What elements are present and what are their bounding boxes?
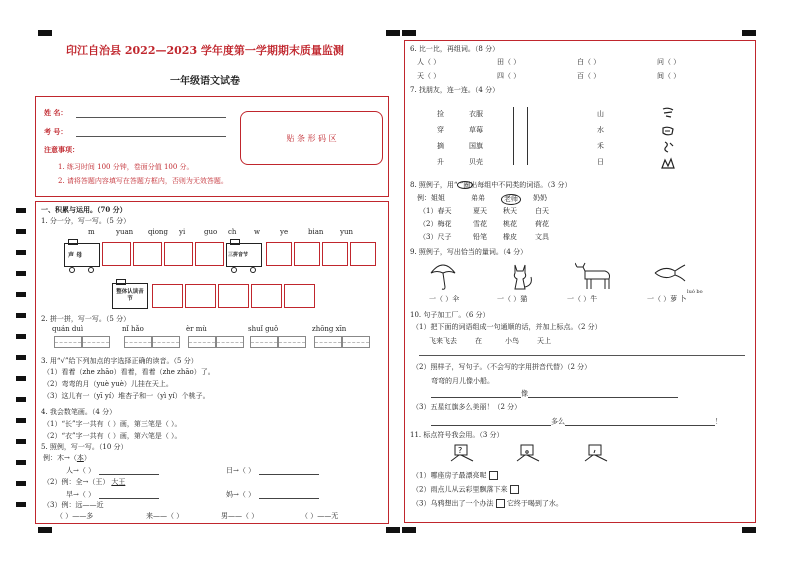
pinyin-syllable: ch [228,228,237,236]
sentence-word: 天上 [537,337,551,345]
pinyin-word: quán duì [52,325,84,333]
registration-mark [386,30,400,36]
pinyin-syllable: m [88,228,95,236]
sentence-word: 飞来飞去 [429,337,457,345]
page-subtitle: 一年级语文试卷 [170,76,240,87]
page-title: 印江自治县 2022—2023 学年度第一学期期末质量监测 [66,44,344,57]
loco-label-shengmu: 声 母 [68,252,83,259]
q5-item-ri: 日→（ ） [226,466,319,475]
cow-icon [575,261,615,291]
note-2: 2. 请将答题内容填写在答题方框内，否则为无效答题。 [58,177,228,185]
note-1: 1. 练习时间 100 分钟，卷面分值 100 分。 [58,163,194,171]
classify-word: 铅笔 [473,233,487,241]
q5-antonym-2: 来——（ ） [146,512,184,520]
pictograph-grain-icon [661,125,675,137]
writing-grid[interactable] [342,336,370,348]
registration-mark [402,30,416,36]
radish-icon [653,263,687,285]
match-character: 日 [597,158,604,166]
q5-example-2: （2）例：全→（王） 大王 [43,478,126,486]
measure-word-blank: 一（ ）猫 [497,295,528,303]
classify-word: （1）春天 [419,207,452,215]
timing-mark [16,313,26,318]
registration-mark [742,30,756,36]
q3-line-3: （3）这儿有一（yī yí）堆杏子和一（yì yí）个桃子。 [43,392,210,400]
umbrella-icon [429,261,457,291]
answer-car[interactable] [218,284,249,308]
q7-title: 7. 找朋友，连一连。（4 分） [410,86,500,94]
word-compare-item: 田（ ） [497,58,521,66]
timing-mark [16,418,26,423]
q3-line-2: （2）弯弯的月（yuè yuè）儿挂在天上。 [43,380,173,388]
example-word: 例：姐姐 [417,194,445,202]
pinyin-word: èr mù [186,325,207,333]
writing-grid[interactable] [278,336,306,348]
q5-example-1: 例：木→（本） [43,454,91,462]
pinyin-syllable: yuan [116,228,134,236]
timing-mark [16,250,26,255]
classify-word: 秋天 [503,207,517,215]
answer-car[interactable] [284,284,315,308]
classify-word: 白天 [535,207,549,215]
registration-mark [386,527,400,533]
timing-mark [16,355,26,360]
train-3 [112,279,152,313]
classify-word: 橡皮 [503,233,517,241]
q5-antonym-1: （ ）——多 [56,512,94,520]
example-word: 弟弟 [471,194,485,202]
word-compare-item: 白（ ） [577,58,601,66]
answer-car[interactable] [266,242,292,266]
q1-title: 1. 分一分，写一写。（5 分） [41,217,131,225]
writing-grid[interactable] [82,336,110,348]
q10-s1: （1）把下面的词语组成一句通顺的话，并加上标点。（2 分） [412,323,602,331]
q2-title: 2. 拼一拼，写一写。（5 分） [41,315,131,323]
measure-word-blank: 一（ ）伞 [429,295,460,303]
q10-s2-example: 弯弯的月儿像小船。 [431,377,494,385]
registration-mark [742,527,756,533]
word-compare-item: 天（ ） [417,72,441,80]
word-compare-item: 间（ ） [657,72,681,80]
word-compare-item: 百（ ） [577,72,601,80]
timing-mark [16,229,26,234]
name-field[interactable] [76,109,226,118]
q5-example-3: （3）例：远——近 [43,501,104,509]
q10-s1-answer-line[interactable] [419,355,745,356]
pictograph-sun-icon [661,107,675,119]
pinyin-syllable: yun [340,228,353,236]
sentence-word: 小鸟 [505,337,519,345]
answer-box-left [35,201,389,524]
q10-s2: （2）照样子，写句子。（不会写的字用拼音代替）（2 分） [412,363,592,371]
answer-car[interactable] [185,284,216,308]
measure-word-blank: 一（ ）萝 卜 [647,295,687,303]
classify-word: 文具 [535,233,549,241]
loco-label-zhengti: 整体认读音节 [116,289,144,302]
registration-mark [38,527,52,533]
answer-car[interactable] [322,242,348,266]
classify-word: 荷花 [535,220,549,228]
classify-word: （3）尺子 [419,233,452,241]
q11-title: 11. 标点符号我会用。（3 分） [410,431,504,439]
writing-grid[interactable] [54,336,82,348]
q4-line-1: （1）“长”字一共有（ ）画，第三笔是（ ）。 [43,420,182,428]
q8-title: 8. 照例子，用“ ”圈出每组中不同类的词语。（3 分） [410,181,572,189]
registration-mark [38,30,52,36]
barcode-area [240,111,383,165]
timing-mark [16,271,26,276]
writing-grid[interactable] [188,336,216,348]
q4-line-2: （2）“衣”字一共有（ ）画，第六笔是（ ）。 [43,432,182,440]
writing-grid[interactable] [314,336,342,348]
pinyin-word: zhōng xīn [312,325,347,333]
q10-s3-answer[interactable]: 多么 ！ [431,417,722,426]
pinyin-word: shuǐ guǒ [248,325,279,333]
example-word: 奶奶 [533,194,547,202]
loco-label-sanpin: 三拼音节 [228,252,249,258]
match-noun: 草莓 [469,126,483,134]
notes-title: 注意事项： [44,145,79,154]
q3-title: 3. 用“√”给下列加点的字选择正确的读音。（5 分） [41,357,198,365]
writing-grid[interactable] [216,336,244,348]
comma-dialog-icon [583,443,609,463]
q3-line-1: （1）看着（zhe zhāo）看着，看着（zhe zhāo）了。 [43,368,215,376]
sentence-word: 在 [475,337,482,345]
classify-word: 雪花 [473,220,487,228]
match-character: 山 [597,110,604,118]
answer-car[interactable] [294,242,320,266]
q9-ruby: luó bo [687,289,703,295]
cat-icon [509,261,535,291]
timing-mark [16,460,26,465]
word-compare-item: 问（ ） [657,58,681,66]
match-verb: 升 [437,158,444,166]
barcode-label: 贴 条 形 码 区 [286,134,337,143]
period-dialog-icon [515,443,541,463]
match-noun: 贝壳 [469,158,483,166]
train-2 [226,239,266,273]
match-verb: 捡 [437,110,444,118]
section-title: 一、积累与运用。（70 分） [41,205,127,214]
timing-mark [16,502,26,507]
answer-box-right [404,40,756,523]
timing-mark [16,292,26,297]
q5-item-ren: 人→（ ） [66,466,159,475]
word-compare-item: 人（ ） [417,58,441,66]
name-label: 姓 名： [44,108,68,117]
answer-car[interactable] [251,284,282,308]
timing-mark [16,334,26,339]
word-compare-item: 四（ ） [497,72,521,80]
measure-word-blank: 一（ ）牛 [567,295,598,303]
q5-item-zao: 早→（ ） [66,490,159,499]
q6-title: 6. 比一比，再组词。（8 分） [410,45,500,53]
match-character: 水 [597,126,604,134]
answer-square[interactable] [489,471,498,480]
pinyin-word: nǐ hǎo [122,325,144,333]
timing-mark [16,397,26,402]
student-info-box [35,96,389,197]
q11-line-2: （2）雨点儿从云彩里飘落下来 [412,485,519,494]
match-verb: 穿 [437,126,444,134]
answer-car[interactable] [152,284,183,308]
q10-s2-answer[interactable]: 像 [431,389,678,398]
pinyin-syllable: yi [179,228,186,236]
pinyin-syllable: bian [308,228,324,236]
pictograph-mountain-icon [661,157,675,169]
circle-sample-icon [457,181,473,189]
pictograph-water-icon [661,141,675,153]
answer-car[interactable] [164,242,193,266]
example-word-circled: 老师 [501,194,521,205]
pinyin-syllable: ye [280,228,289,236]
answer-square[interactable] [510,485,519,494]
timing-mark [16,439,26,444]
timing-mark [16,481,26,486]
q11-line-3: （3）乌鸦想出了一个办法 它终于喝到了水。 [412,499,563,508]
id-label: 考 号： [44,127,68,136]
writing-grid[interactable] [250,336,278,348]
match-noun: 衣服 [469,110,483,118]
q10-s3: （3）五星红旗多么美丽！（2 分） [412,403,522,411]
pinyin-syllable: guo [204,228,218,236]
classify-word: 桃花 [503,220,517,228]
writing-grid[interactable] [124,336,152,348]
match-noun: 国旗 [469,142,483,150]
answer-car[interactable] [102,242,131,266]
divider [513,107,514,165]
answer-car[interactable] [350,242,376,266]
svg-text:?: ? [458,446,463,455]
writing-grid[interactable] [152,336,180,348]
match-character: 禾 [597,142,604,150]
q5-title: 5. 照例，写一写。（10 分） [41,443,128,451]
pinyin-syllable: qiong [148,228,168,236]
answer-car[interactable] [195,242,224,266]
q11-line-1: （1）哪座房子最漂亮呢 [412,471,498,480]
q5-item-ma: 妈→（ ） [226,490,319,499]
q5-antonym-3: 男——（ ） [221,512,259,520]
timing-mark [16,376,26,381]
registration-mark [402,527,416,533]
divider [527,107,528,165]
q4-title: 4. 我会数笔画。（4 分） [41,408,117,416]
classify-word: （2）梅花 [419,220,452,228]
q5-antonym-4: （ ）——无 [301,512,339,520]
q9-title: 9. 照例子，写出恰当的量词。（4 分） [410,248,528,256]
pinyin-syllable: w [254,228,260,236]
answer-square[interactable] [496,499,505,508]
timing-mark [16,208,26,213]
answer-car[interactable] [133,242,162,266]
classify-word: 夏天 [473,207,487,215]
id-field[interactable] [76,128,226,137]
match-verb: 摘 [437,142,444,150]
q10-title: 10. 句子加工厂。（6 分） [410,311,490,319]
question-dialog-icon [449,443,475,463]
